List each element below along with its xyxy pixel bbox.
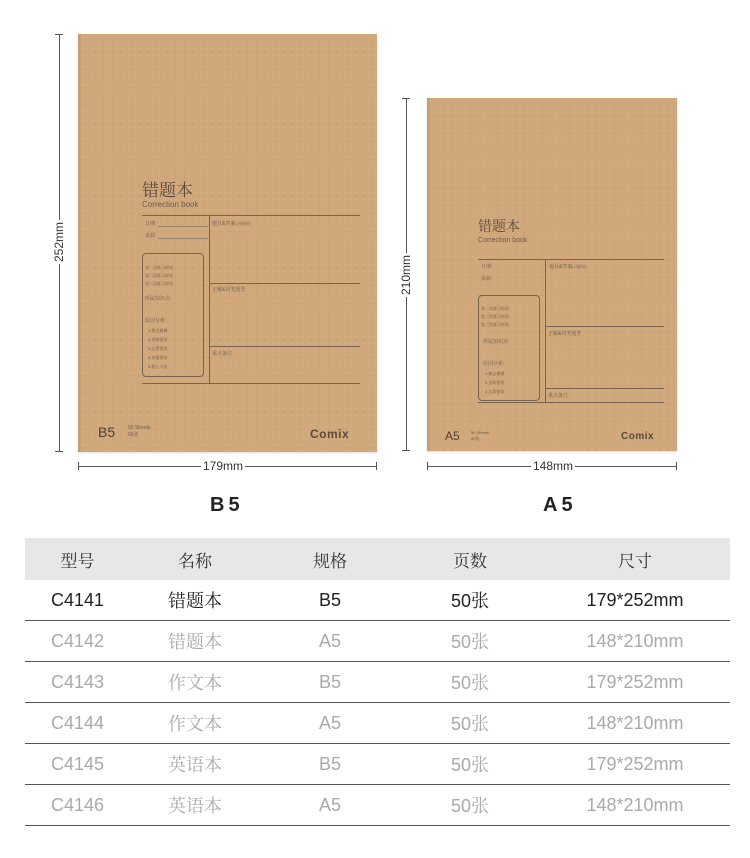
a5-source-label: 来源: bbox=[481, 276, 493, 282]
b5-check-2: 第二次练习时间 bbox=[145, 273, 173, 278]
spec-table bbox=[25, 538, 730, 826]
b5-header-rule bbox=[142, 215, 360, 216]
cell-size: 179*252mm bbox=[586, 753, 684, 774]
cell-name: 错题本 bbox=[168, 632, 222, 652]
b5-title-cn: 错题本 bbox=[142, 181, 193, 200]
cell-pages: 50张 bbox=[450, 632, 490, 652]
cell-size: 179*252mm bbox=[586, 671, 684, 692]
a5-sheets: 50 Sheets bbox=[471, 430, 490, 435]
cell-size: 148*210mm bbox=[586, 630, 684, 651]
a5-reason-1: 1.概念模糊 bbox=[485, 371, 505, 376]
a5-reason-label: 原因分析: bbox=[483, 361, 505, 367]
cell-pages: 50张 bbox=[450, 714, 490, 734]
cell-spec: A5 bbox=[318, 630, 342, 651]
cell-spec: A5 bbox=[318, 794, 342, 815]
a5-check-3: 第三次练习时间 bbox=[481, 322, 509, 327]
cell-model: C4141 bbox=[50, 589, 105, 610]
header-model: 型号 bbox=[60, 551, 95, 571]
a5-date-label: 日期: bbox=[481, 264, 493, 270]
a5-eval-rule bbox=[545, 326, 664, 327]
cell-spec: B5 bbox=[318, 671, 342, 692]
a5-width-tick-right bbox=[676, 462, 677, 470]
cell-model: C4142 bbox=[50, 630, 105, 651]
b5-test-note: (可粘贴) bbox=[236, 221, 251, 226]
a5-test-label: 题目&答案 bbox=[549, 264, 573, 270]
a5-spine bbox=[427, 98, 430, 451]
cell-spec: A5 bbox=[318, 712, 342, 733]
a5-size-label: A5 bbox=[445, 429, 460, 443]
a5-height-label: 210mm bbox=[399, 255, 413, 296]
b5-reason-5: 5.粗心大意 bbox=[148, 364, 168, 369]
cell-model: C4143 bbox=[50, 671, 105, 692]
cell-name: 英语本 bbox=[168, 796, 222, 816]
a5-check-2: 第二次练习时间 bbox=[481, 314, 509, 319]
a5-caption: A5 bbox=[543, 494, 577, 516]
a5-footer-rule bbox=[478, 402, 664, 403]
table-header-row bbox=[25, 538, 730, 580]
cell-size: 148*210mm bbox=[586, 794, 684, 815]
cell-size: 148*210mm bbox=[586, 712, 684, 733]
cell-size: 179*252mm bbox=[586, 589, 684, 610]
table-row bbox=[25, 580, 730, 621]
b5-reason-label: 原因分析: bbox=[145, 318, 167, 324]
b5-reason-3: 3.运算错误 bbox=[148, 346, 168, 351]
b5-height-label: 252mm bbox=[52, 222, 66, 263]
table-row bbox=[25, 662, 730, 703]
b5-caption: B5 bbox=[210, 494, 244, 516]
a5-knowledge-label: 所属知识点: bbox=[483, 339, 510, 345]
a5-eval-label: 正解&同类题型 bbox=[548, 331, 582, 337]
cell-name: 英语本 bbox=[168, 755, 222, 775]
cell-spec: B5 bbox=[318, 753, 342, 774]
cell-pages: 50张 bbox=[450, 755, 490, 775]
table-row bbox=[25, 744, 730, 785]
cell-name: 作文本 bbox=[168, 673, 222, 693]
a5-focus-rule bbox=[545, 388, 664, 389]
a5-divider-vertical bbox=[545, 259, 546, 402]
a5-title-cn: 错题本 bbox=[478, 218, 520, 234]
a5-check-1: 第一次练习时间 bbox=[481, 306, 509, 311]
header-pages: 页数 bbox=[453, 551, 487, 571]
a5-sheets-cn: 50张 bbox=[471, 436, 480, 441]
header-size: 尺寸 bbox=[618, 551, 652, 571]
b5-title-en: Correction book bbox=[142, 200, 199, 209]
table-row bbox=[25, 703, 730, 744]
table-row bbox=[25, 621, 730, 662]
b5-eval-label: 正解&同类题型 bbox=[212, 287, 246, 293]
b5-test-label: 题目&答案 bbox=[212, 221, 236, 227]
b5-date-label: 日期: bbox=[145, 221, 157, 227]
a5-focus-label: 重点备注 bbox=[548, 393, 569, 399]
b5-sheets-cn: 50张 bbox=[128, 432, 139, 438]
b5-source-line bbox=[158, 238, 208, 239]
b5-focus-label: 重点备注 bbox=[212, 351, 233, 357]
a5-header-rule bbox=[478, 259, 664, 260]
b5-check-1: 第一次练习时间 bbox=[145, 265, 173, 270]
header-name: 名称 bbox=[178, 551, 212, 571]
cell-pages: 50张 bbox=[450, 673, 490, 693]
b5-check-3: 第三次练习时间 bbox=[145, 281, 173, 286]
b5-size-label: B5 bbox=[98, 424, 116, 440]
header-spec: 规格 bbox=[313, 551, 347, 571]
cell-name: 错题本 bbox=[168, 591, 222, 611]
b5-brand-logo: Comix bbox=[310, 427, 350, 441]
a5-reason-3: 3.运算错误 bbox=[485, 389, 505, 394]
cell-name: 作文本 bbox=[168, 714, 222, 734]
b5-reason-1: 1.概念模糊 bbox=[148, 328, 168, 333]
cell-model: C4145 bbox=[50, 753, 105, 774]
b5-source-label: 来源: bbox=[145, 233, 157, 239]
a5-width-label: 148mm bbox=[533, 459, 574, 473]
cell-spec: B5 bbox=[318, 589, 342, 610]
table-row bbox=[25, 785, 730, 826]
b5-date-line bbox=[158, 226, 208, 227]
cell-model: C4146 bbox=[50, 794, 105, 815]
cell-model: C4144 bbox=[50, 712, 105, 733]
a5-height-tick-bottom bbox=[402, 450, 410, 451]
a5-notebook-cover bbox=[427, 98, 677, 451]
cell-pages: 50张 bbox=[450, 796, 490, 816]
b5-sheets: 50 Sheets bbox=[128, 425, 151, 431]
b5-notebook-cover bbox=[78, 34, 377, 452]
b5-divider-vertical bbox=[209, 215, 210, 383]
a5-reason-2: 2.思路错误 bbox=[485, 380, 505, 385]
b5-eval-rule bbox=[209, 283, 360, 284]
b5-reason-4: 4.审题错误 bbox=[148, 355, 168, 360]
b5-height-tick-bottom bbox=[55, 451, 63, 452]
b5-spine bbox=[78, 34, 81, 452]
b5-width-label: 179mm bbox=[203, 459, 244, 473]
b5-focus-rule bbox=[209, 346, 360, 347]
b5-knowledge-label: 所属知识点: bbox=[145, 296, 172, 302]
b5-reason-2: 2.思路错误 bbox=[148, 337, 168, 342]
cell-pages: 50张 bbox=[450, 591, 490, 611]
a5-brand-logo: Comix bbox=[621, 431, 655, 442]
b5-footer-rule bbox=[142, 383, 360, 384]
a5-test-note: (可粘贴) bbox=[572, 264, 587, 269]
b5-width-tick-right bbox=[376, 462, 377, 470]
a5-title-en: Correction book bbox=[478, 237, 528, 244]
